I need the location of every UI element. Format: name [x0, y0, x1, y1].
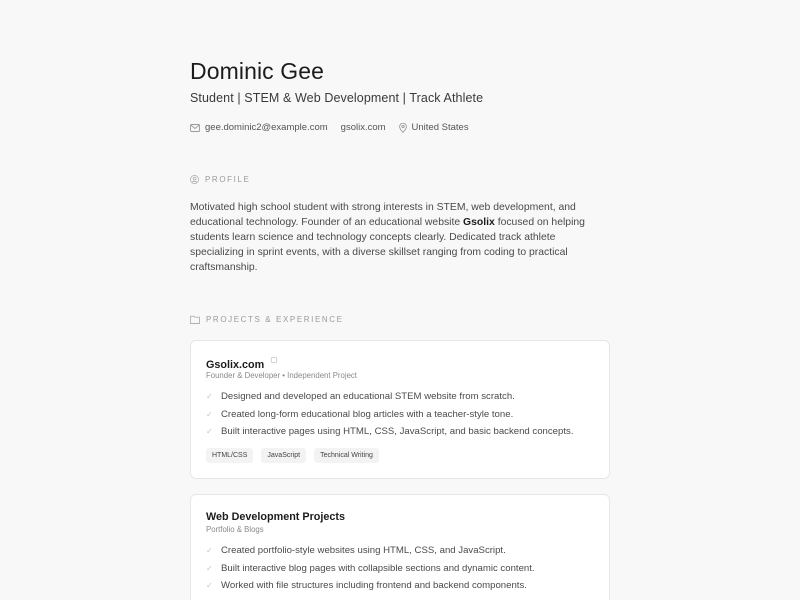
check-icon: ✓ — [206, 392, 213, 402]
headline: Student | STEM & Web Development | Track Athlete — [190, 91, 484, 105]
tag: HTML/CSS — [206, 448, 253, 463]
contact-website[interactable] — [341, 122, 386, 133]
location-text: United States — [411, 122, 469, 133]
check-icon: ✓ — [206, 546, 213, 556]
folder-icon — [190, 315, 200, 324]
bullet-text: Built interactive pages using HTML, CSS, JavaScript, and basic backend concepts. — [221, 426, 574, 438]
profile-section-title — [190, 175, 250, 184]
contact-row — [190, 122, 482, 133]
project-bullets — [206, 388, 573, 441]
external-link-icon[interactable] — [271, 357, 277, 363]
contact-location — [399, 122, 469, 133]
bullet-text: Created portfolio-style websites using HTML, CSS, and JavaScript. — [221, 545, 506, 557]
check-icon: ✓ — [206, 581, 213, 591]
profile-heading: PROFILE — [205, 175, 251, 184]
list-item — [206, 388, 573, 406]
bullet-text: Built interactive blog pages with collapsible sections and dynamic content. — [221, 562, 535, 574]
projects-section-title — [190, 315, 344, 324]
project-title-text[interactable]: Gsolix.com — [206, 359, 265, 371]
mail-icon — [190, 124, 200, 132]
check-icon: ✓ — [206, 409, 213, 419]
tag: Technical Writing — [314, 448, 379, 463]
profile-summary — [190, 200, 600, 275]
projects-heading: PROJECTS & EXPERIENCE — [206, 315, 344, 324]
profile-text-end: focused on helping students learn science and technology concepts clearly. Dedicated track athlete specializing in sprint events, with a diverse skillset ranging from coding to practical craftsmanship. — [190, 217, 585, 273]
check-icon: ✓ — [206, 427, 213, 437]
project-card-gsolix — [190, 340, 610, 479]
list-item — [206, 577, 535, 595]
email-link[interactable]: gee.dominic2@example.com — [205, 122, 328, 133]
list-item — [206, 542, 535, 560]
project-card-web-dev — [190, 494, 610, 600]
project-subtitle: Founder & Developer • Independent Project — [206, 371, 357, 380]
bullet-text: Designed and developed an educational STEM website from scratch. — [221, 391, 515, 403]
check-icon: ✓ — [206, 563, 213, 573]
bullet-text: Created long-form educational blog articles with a teacher-style tone. — [221, 408, 514, 420]
tag: JavaScript — [261, 448, 306, 463]
project-subtitle: Portfolio & Blogs — [206, 525, 264, 534]
project-tags — [206, 448, 387, 463]
website-link[interactable]: gsolix.com — [340, 122, 386, 133]
profile-highlight: Gsolix — [463, 217, 495, 228]
page-title: Dominic Gee — [190, 58, 325, 84]
list-item — [206, 423, 573, 441]
contact-email[interactable] — [190, 122, 328, 133]
user-icon — [190, 175, 199, 184]
location-pin-icon — [399, 123, 407, 133]
project-bullets — [206, 542, 535, 595]
list-item — [206, 406, 573, 424]
profile-text-start: Motivated high school student with strong interests in STEM, web development, and educational technology. Founder of an educational website — [190, 202, 576, 228]
project-title[interactable] — [206, 357, 277, 371]
list-item — [206, 560, 535, 578]
project-title: Web Development Projects — [206, 511, 345, 523]
bullet-text: Worked with file structures including frontend and backend components. — [221, 580, 527, 592]
